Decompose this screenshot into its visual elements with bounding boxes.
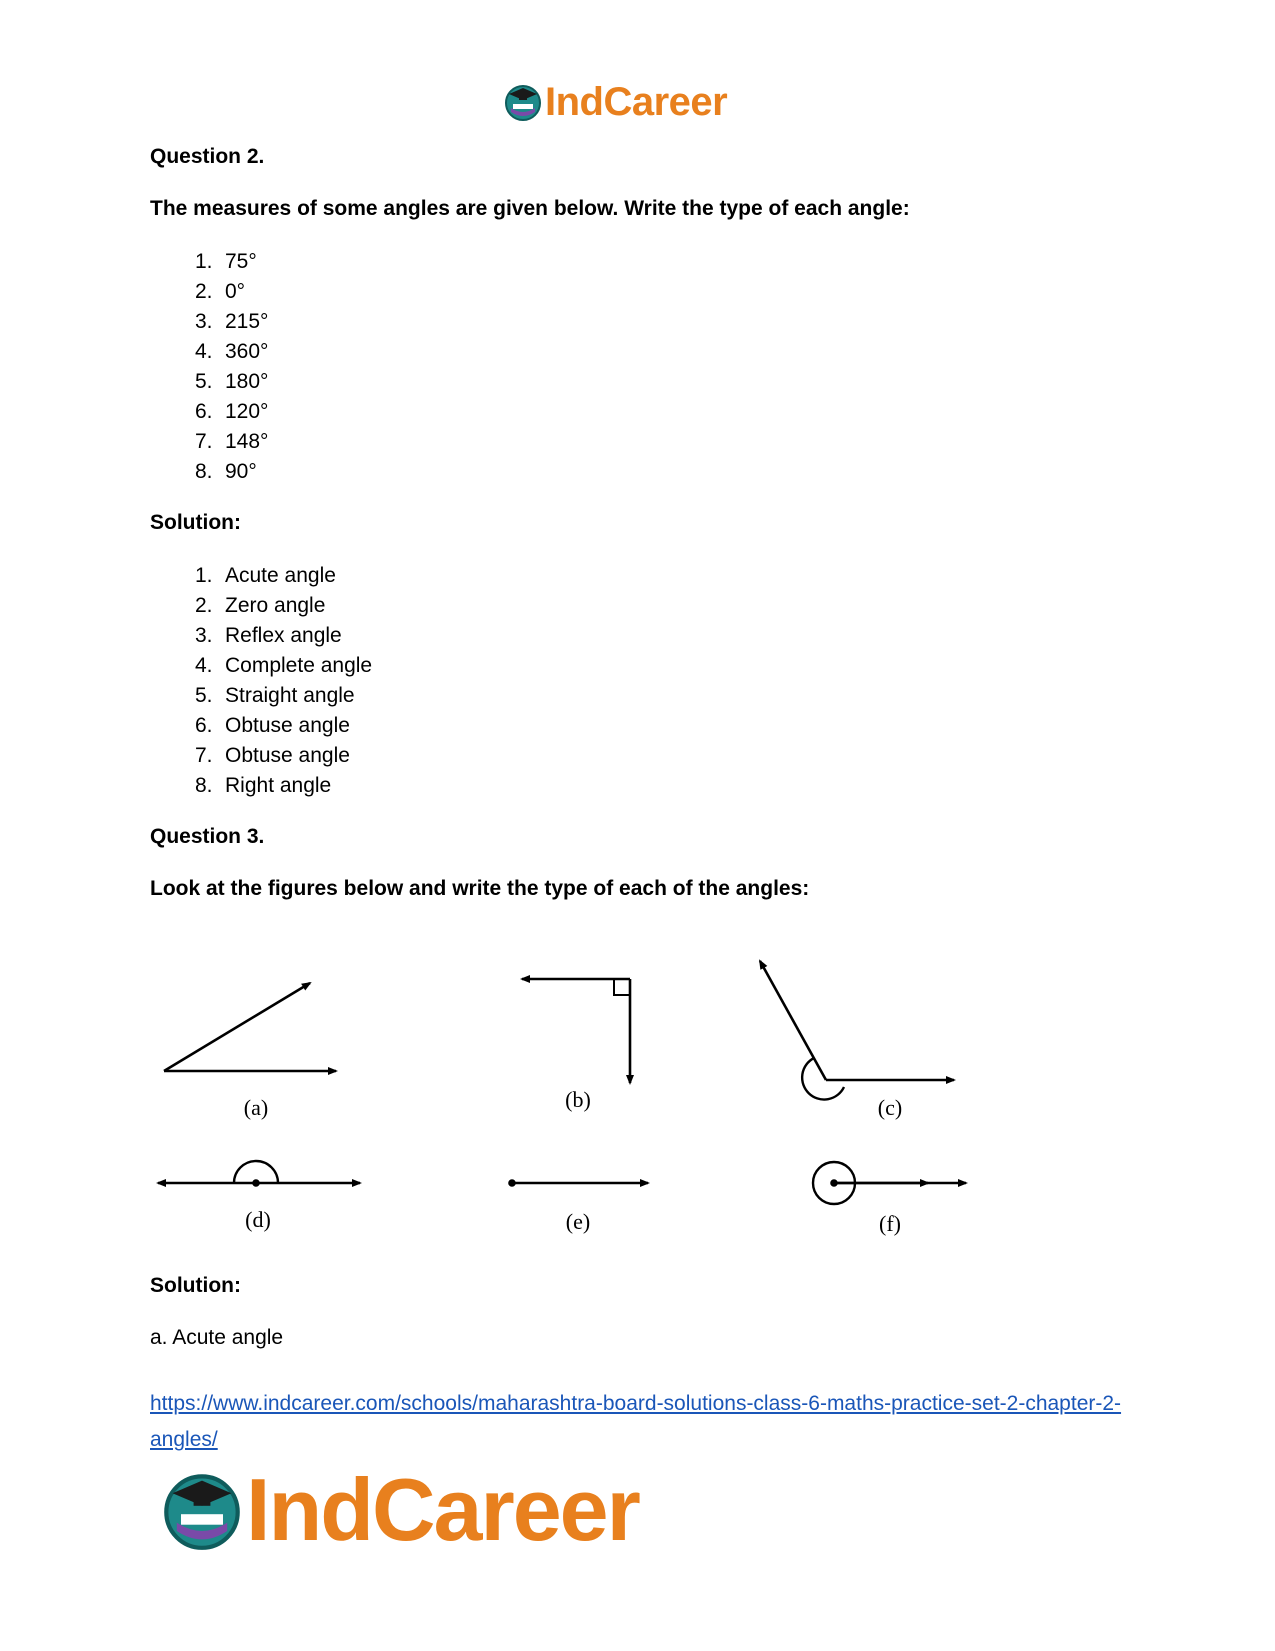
- figure-a-acute-angle: [164, 983, 336, 1071]
- list-item-text: Acute angle: [225, 564, 336, 587]
- list-item-text: Reflex angle: [225, 624, 342, 647]
- figure-d-straight-angle: [158, 1161, 360, 1186]
- globe-graduation-cap-icon: [160, 1468, 244, 1552]
- list-item-number: 2.: [195, 280, 213, 303]
- list-item: [150, 561, 1150, 591]
- list-item-number: 6.: [195, 400, 213, 423]
- question-2-prompt: The measures of some angles are given below. Write the type of each angle:: [150, 197, 910, 220]
- list-item-number: 4.: [195, 340, 213, 363]
- list-item: [150, 651, 1150, 681]
- list-item-number: 4.: [195, 654, 213, 677]
- list-item-number: 7.: [195, 430, 213, 453]
- list-item-number: 5.: [195, 370, 213, 393]
- list-item: [150, 337, 1150, 367]
- list-item-text: Straight angle: [225, 684, 355, 707]
- list-item-number: 7.: [195, 744, 213, 767]
- list-item-number: 5.: [195, 684, 213, 707]
- list-item-text: 120°: [225, 400, 269, 423]
- figure-label-e: (e): [565, 1209, 591, 1234]
- list-item-number: 1.: [195, 564, 213, 587]
- list-item: [150, 621, 1150, 651]
- list-item-text: 148°: [225, 430, 269, 453]
- brand-wordmark: IndCareer: [545, 79, 728, 124]
- figure-label-d: (d): [245, 1207, 271, 1232]
- list-item: [150, 681, 1150, 711]
- figure-label-b: (b): [565, 1087, 591, 1112]
- indcareer-logo-bottom: [160, 1460, 639, 1559]
- list-item-number: 8.: [195, 460, 213, 483]
- list-item: [150, 771, 1150, 801]
- brand-wordmark-large: IndCareer: [246, 1460, 639, 1559]
- list-item: [150, 247, 1150, 277]
- angle-figures: [150, 955, 1030, 1255]
- figure-e-zero-angle: [510, 1181, 649, 1186]
- question-3-solution: [150, 1272, 283, 1352]
- question-3-prompt: Look at the figures below and write the type of each of the angles:: [150, 877, 810, 900]
- list-item-number: 2.: [195, 594, 213, 617]
- list-item-number: 6.: [195, 714, 213, 737]
- indcareer-logo-top: [503, 80, 727, 124]
- list-item: [150, 457, 1150, 487]
- question-2-title: Question 2.: [150, 145, 265, 168]
- list-item: [150, 367, 1150, 397]
- list-item-text: 215°: [225, 310, 269, 333]
- list-item-number: 3.: [195, 624, 213, 647]
- question-3-answer-a: a. Acute angle: [150, 1326, 284, 1349]
- list-item: [150, 277, 1150, 307]
- figure-c-reflex-angle: [760, 961, 954, 1100]
- list-item-text: 360°: [225, 340, 269, 363]
- figure-label-a: (a): [243, 1095, 269, 1120]
- list-item: [150, 591, 1150, 621]
- figure-label-f: (f): [879, 1211, 901, 1236]
- list-item: [150, 427, 1150, 457]
- list-item-text: 75°: [225, 250, 257, 273]
- list-item-text: 180°: [225, 370, 269, 393]
- list-item-text: Right angle: [225, 774, 332, 797]
- list-item-text: 90°: [225, 460, 257, 483]
- list-item-number: 3.: [195, 310, 213, 333]
- question-3-title: Question 3.: [150, 825, 265, 848]
- list-item-number: 8.: [195, 774, 213, 797]
- question-2-list: [150, 247, 1150, 487]
- list-item-text: Obtuse angle: [225, 714, 350, 737]
- list-item: [150, 307, 1150, 337]
- figure-label-c: (c): [877, 1095, 903, 1120]
- question-2-solution-title: Solution:: [150, 511, 241, 534]
- list-item-text: Complete angle: [225, 654, 373, 677]
- source-link[interactable]: https://www.indcareer.com/schools/maharashtra-board-solutions-class-6-maths-practice-set-2-chapter-2-angles/: [150, 1392, 1122, 1451]
- question-2-answer-list: [150, 561, 1150, 801]
- list-item-number: 1.: [195, 250, 213, 273]
- list-item-text: Zero angle: [225, 594, 326, 617]
- document-body: [150, 143, 1150, 903]
- figure-f-complete-angle: [813, 1162, 966, 1204]
- list-item: [150, 397, 1150, 427]
- list-item-text: 0°: [225, 280, 246, 303]
- list-item-text: Obtuse angle: [225, 744, 350, 767]
- list-item: [150, 741, 1150, 771]
- globe-graduation-cap-icon: [503, 82, 543, 122]
- question-3-solution-title: Solution:: [150, 1274, 241, 1297]
- list-item: [150, 711, 1150, 741]
- figure-b-right-angle: [522, 979, 630, 1083]
